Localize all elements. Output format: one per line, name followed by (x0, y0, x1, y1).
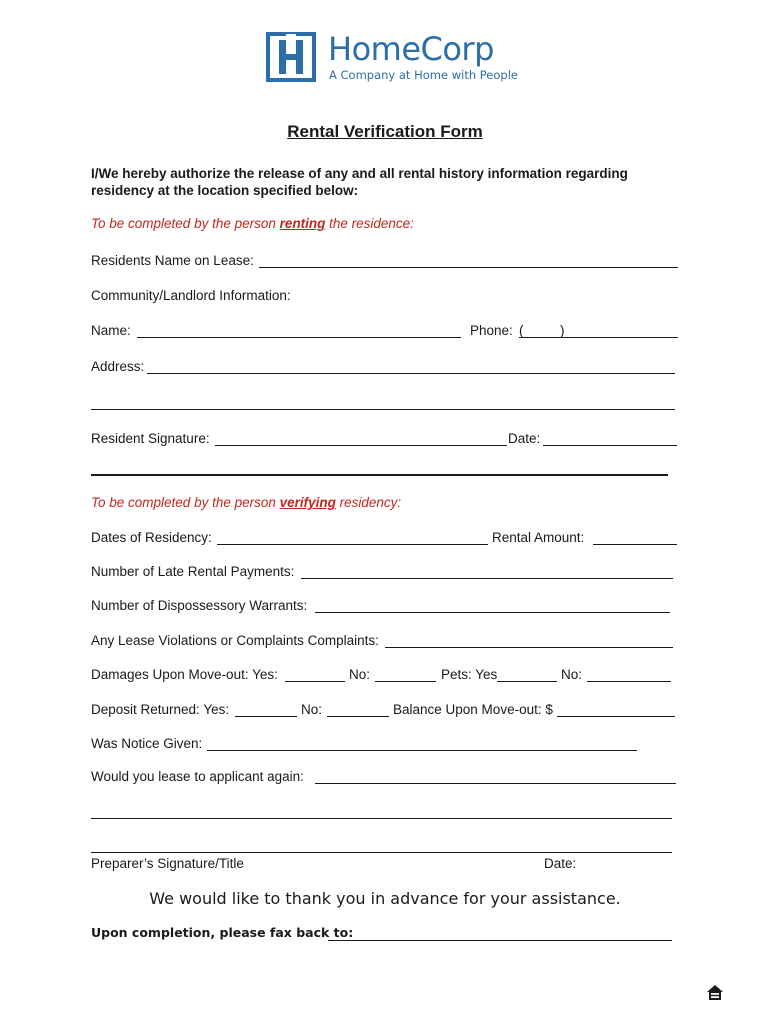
residents-name-row (91, 253, 681, 271)
balance-field[interactable] (557, 716, 675, 717)
address-label: Address: (91, 359, 145, 374)
pets-no-field[interactable] (587, 681, 671, 682)
preparer-date-label: Date: (544, 856, 577, 871)
late-payments-label: Number of Late Rental Payments: (91, 564, 295, 579)
house-h-logo-icon (266, 32, 316, 82)
deposit-no-field[interactable] (327, 716, 389, 717)
landlord-name-phone-row (91, 323, 681, 341)
section-renter-text-a: To be completed by the person (91, 216, 280, 231)
pets-yes-field[interactable] (497, 681, 557, 682)
preparer-signature-field[interactable] (91, 852, 672, 853)
section-renter-text-b: the residence: (325, 216, 414, 231)
address-field-line1[interactable] (147, 373, 675, 374)
address-row (91, 359, 681, 377)
landlord-name-label: Name: (91, 323, 131, 338)
late-payments-row (91, 564, 681, 582)
residents-name-field[interactable] (259, 267, 678, 268)
fax-back-row (91, 925, 353, 940)
phone-paren-close: ) (560, 323, 565, 338)
balance-label: Balance Upon Move-out: $ (393, 702, 553, 717)
section-renter-emphasis: renting (279, 216, 326, 231)
address-field-line2[interactable] (91, 409, 675, 410)
preparer-signature-label: Preparer’s Signature/Title (91, 856, 244, 871)
dispossessory-field[interactable] (315, 612, 670, 613)
fax-number-field[interactable] (328, 940, 672, 941)
form-title: Rental Verification Form (287, 122, 483, 141)
section-verifier-heading (91, 495, 401, 510)
damages-no-label: No: (349, 667, 371, 682)
deposit-no-label: No: (301, 702, 323, 717)
lease-violations-label: Any Lease Violations or Complaints Complaints: (91, 633, 379, 648)
resident-signature-field[interactable] (215, 445, 507, 446)
pets-yes-label: Pets: Yes (441, 667, 498, 682)
deposit-yes-label: Deposit Returned: Yes: (91, 702, 230, 717)
residency-dates-row (91, 530, 681, 548)
resident-date-label: Date: (508, 431, 541, 446)
resident-signature-label: Resident Signature: (91, 431, 210, 446)
late-payments-field[interactable] (301, 578, 673, 579)
dispossessory-label: Number of Dispossessory Warrants: (91, 598, 308, 613)
section-renter-heading (91, 216, 414, 231)
community-landlord-label: Community/Landlord Information: (91, 288, 291, 303)
deposit-yes-field[interactable] (235, 716, 297, 717)
deposit-balance-row (91, 702, 681, 720)
lease-again-label: Would you lease to applicant again: (91, 769, 304, 784)
notice-given-label: Was Notice Given: (91, 736, 203, 751)
phone-paren-open: ( (519, 323, 524, 338)
phone-field[interactable] (519, 337, 678, 338)
thank-you-note: We would like to thank you in advance for your assistance. (149, 889, 621, 908)
logo-name: HomeCorp (328, 30, 494, 68)
fax-back-label: Upon completion, please fax back to: (91, 925, 354, 940)
rental-amount-field[interactable] (593, 544, 677, 545)
rental-amount-label: Rental Amount: (492, 530, 585, 545)
phone-label: Phone: (470, 323, 513, 338)
lease-again-field[interactable] (315, 783, 676, 784)
landlord-name-field[interactable] (137, 337, 461, 338)
logo-tagline: A Company at Home with People (329, 68, 518, 82)
section-verifier-text-b: residency: (335, 495, 402, 510)
section-verifier-emphasis: verifying (279, 495, 336, 510)
dispossessory-row (91, 598, 681, 616)
lease-violations-row (91, 633, 681, 651)
homecorp-logo (266, 30, 516, 84)
notice-given-row (91, 736, 681, 754)
notice-given-field[interactable] (207, 750, 637, 751)
section-verifier-text-a: To be completed by the person (91, 495, 280, 510)
damages-yes-label: Damages Upon Move-out: Yes: (91, 667, 278, 682)
damages-pets-row (91, 667, 681, 685)
lease-again-row (91, 769, 681, 787)
dates-of-residency-field[interactable] (217, 544, 488, 545)
dates-of-residency-label: Dates of Residency: (91, 530, 212, 545)
authorization-statement: I/We hereby authorize the release of any and all rental history information regarding residency at the location specified below: (91, 166, 628, 198)
damages-no-field[interactable] (375, 681, 436, 682)
pets-no-label: No: (561, 667, 583, 682)
damages-yes-field[interactable] (285, 681, 345, 682)
lease-violations-field[interactable] (385, 647, 673, 648)
resident-date-field[interactable] (543, 445, 677, 446)
residents-name-label: Residents Name on Lease: (91, 253, 254, 268)
lease-again-field-line2[interactable] (91, 818, 672, 819)
section-divider (91, 474, 668, 476)
equal-housing-icon (706, 984, 724, 1002)
resident-signature-row (91, 431, 681, 449)
